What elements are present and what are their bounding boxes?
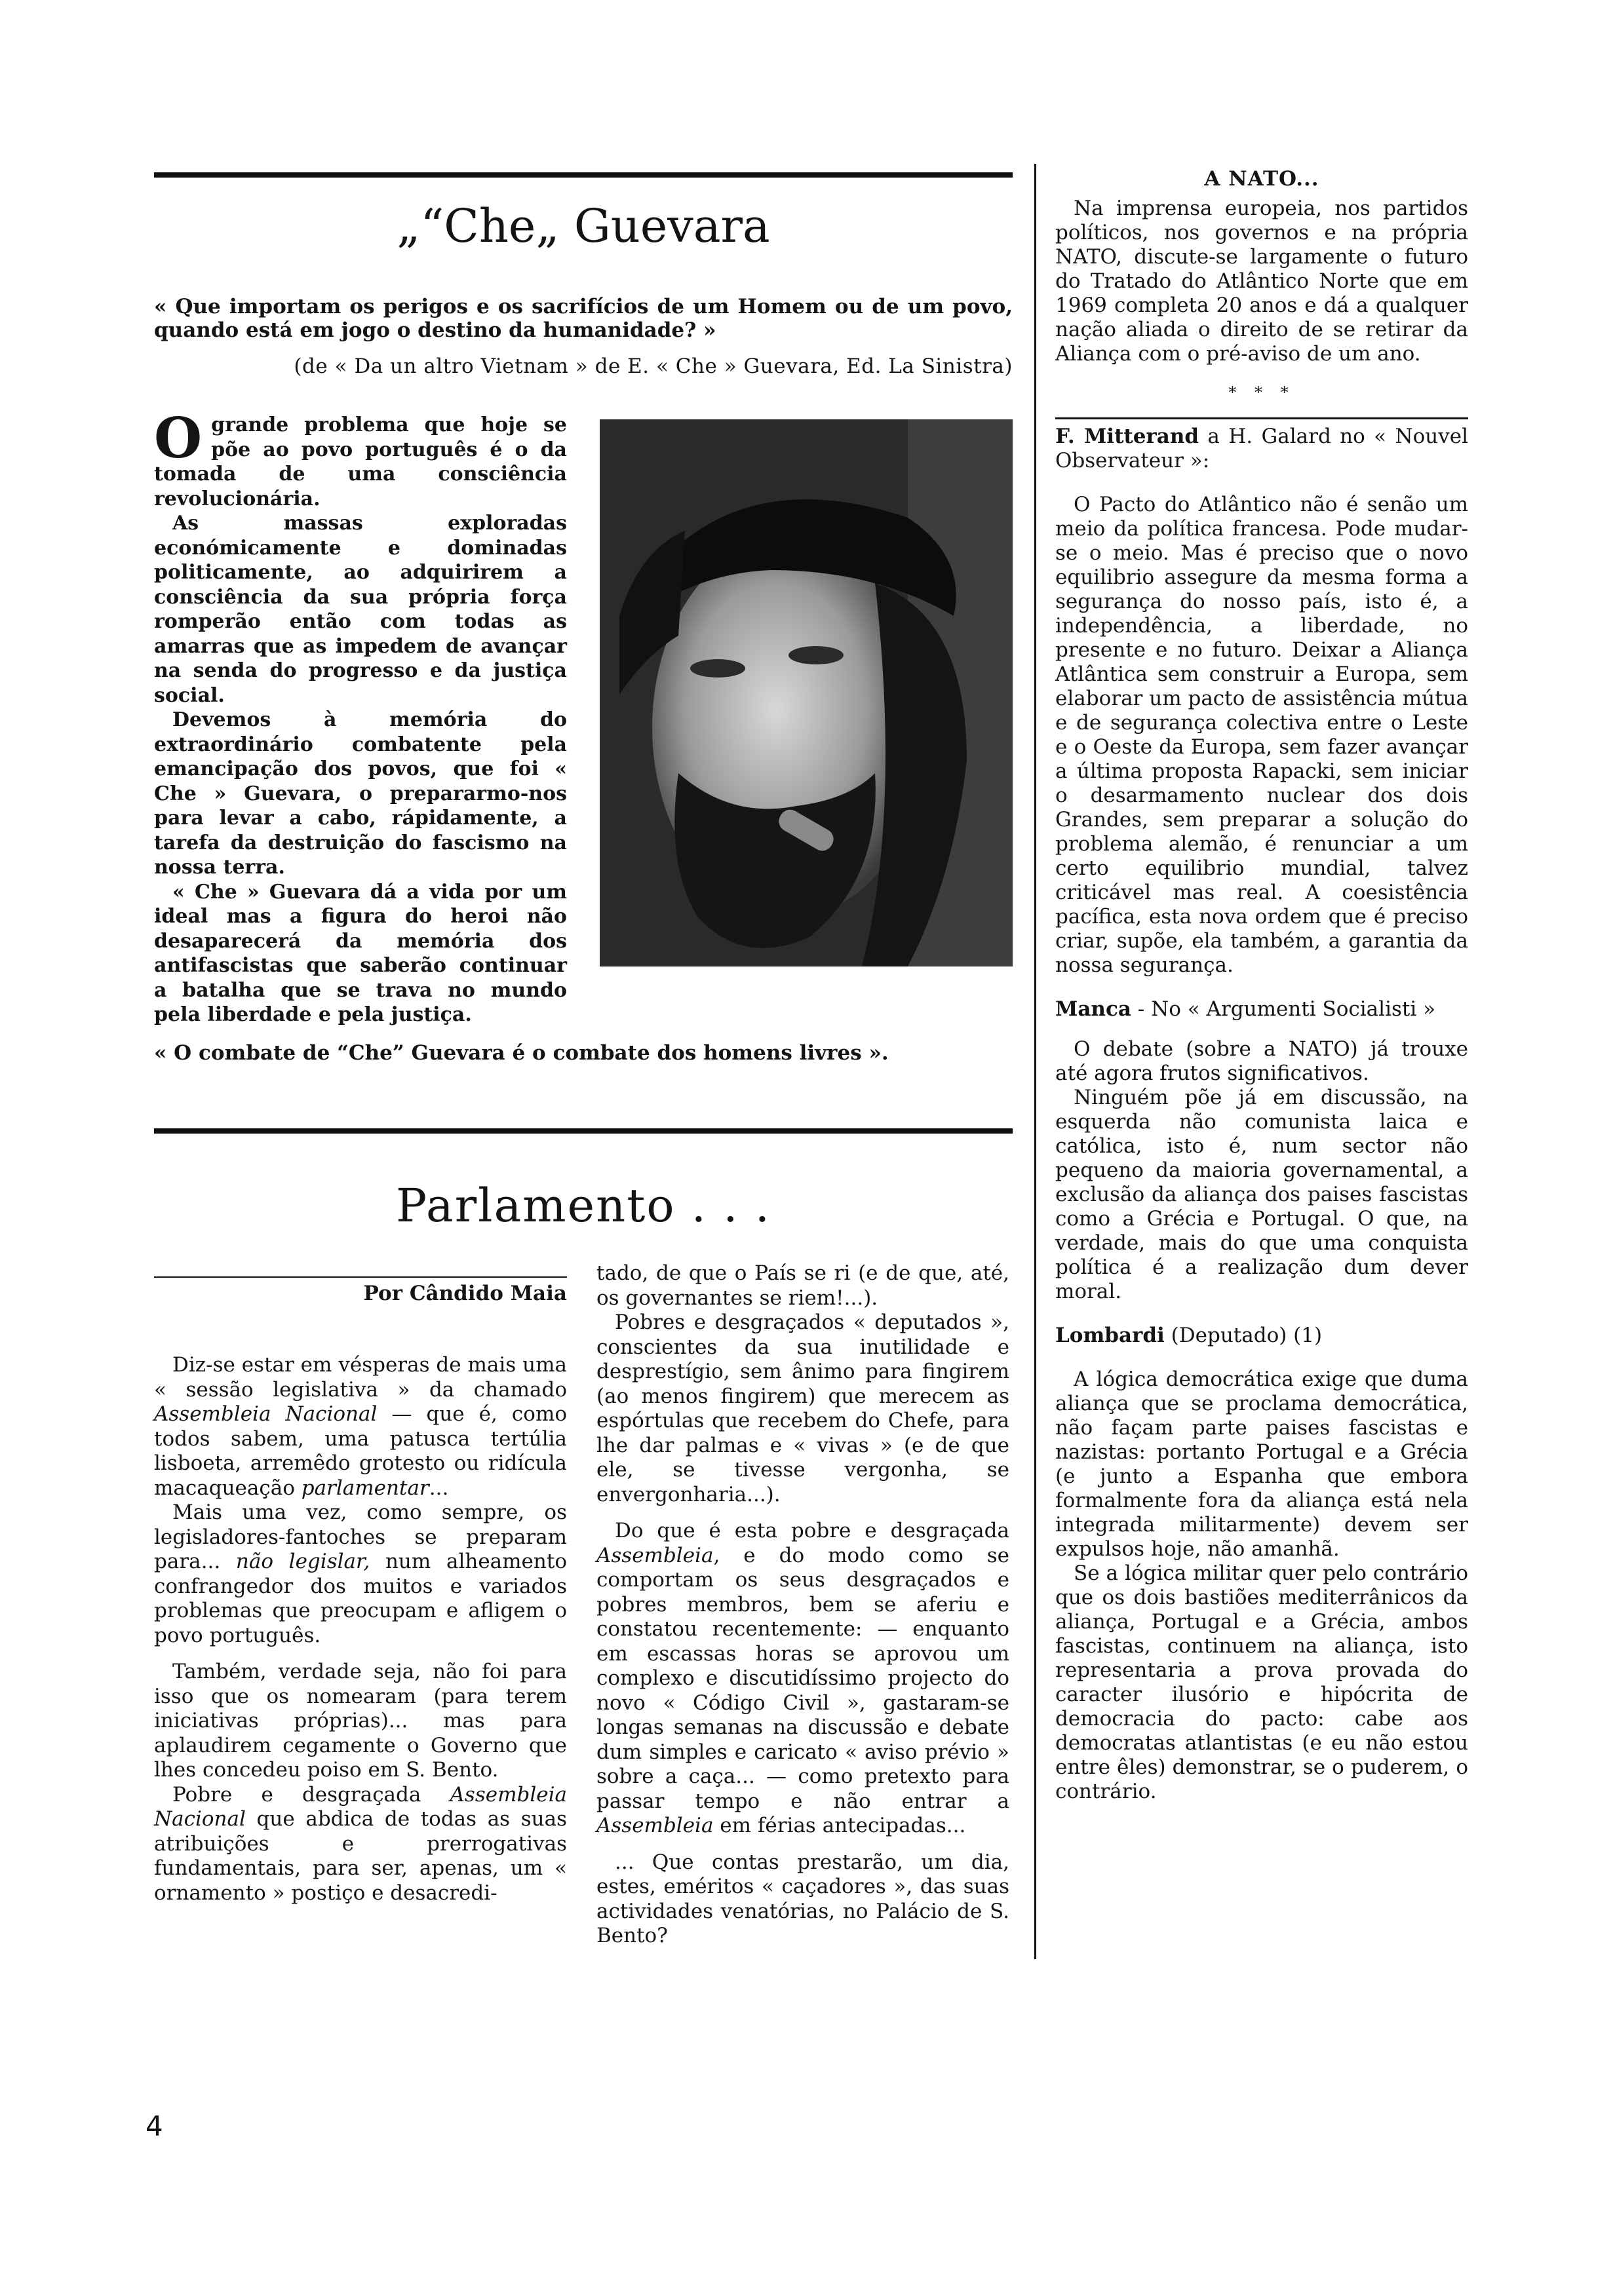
mitterand-quote: « O combate de “Che” Guevara é o combate dos homens livres ». [154, 1041, 889, 1065]
lombardi-heading: Lombardi (Deputado) (1) [1055, 1324, 1323, 1347]
mitterand-heading: F. Mitterand a H. Galard no « Nouvel Observateur »: [1055, 425, 1469, 472]
che-epigraph-quote: « Que importam os perigos e os sacrifícios de um Homem ou de um povo, quando está em jogo o destino da humanidade? » [154, 295, 1013, 342]
right-column [1055, 167, 1468, 1804]
manca-heading: Manca - No « Argumenti Socialisti » [1055, 997, 1436, 1021]
che-epigraph-source: (de « Da un altro Vietnam » de E. « Che » Guevara, Ed. La Sinistra) [294, 354, 1013, 378]
manca-paragraph: Ninguém põe já em discussão, na esquerda não comunista laica e católica, isto é, num sector não pequeno da maioria governamental, a exclusão da aliança dos paises fascistas como a Grécia e Portugal. O que, na verdade, mais do que uma conquista política é a realização dum dever moral. [1055, 1086, 1468, 1303]
parlamento-paragraph: tado, de que o País se ri (e de que, até, os governantes se riem!...). [596, 1261, 1009, 1310]
byline: Por Cândido Maia [363, 1282, 567, 1305]
page-number: 4 [146, 2110, 163, 2142]
drop-cap: O [154, 406, 203, 470]
portrait-illustration [600, 419, 1013, 966]
parlamento-paragraph: Diz-se estar em vésperas de mais uma « sessão legislativa » da chamado Assembleia Nacional — que é, como todos sabem, uma patusca tertúlia lisboeta, arremêdo grotesto ou ridícula macaqueação parlamentar... [154, 1353, 567, 1500]
parlamento-title: Parlamento . . . [396, 1179, 771, 1233]
parlamento-paragraph: Do que é esta pobre e desgraçada Assembleia, e do modo como se comportam os seus desgraçados e pobres membros, bem se aferiu e constatou recentemente: — enquanto em escassas horas se aprovou um complexo e discutidíssimo projecto do novo « Código Civil », gastaram-se longas semanas na discussão e debate dum simples e caricato « aviso prévio » sobre a caça... — como pretexto para passar tempo e não entrar a Assembleia em férias antecipadas... [596, 1519, 1009, 1837]
lombardi-paragraph: A lógica democrática exige que duma aliança que se proclama democrática, não façam parte paises fascistas e nazistas: portanto Portugal e a Grécia (e junto a Espanha que embora formalmente fora da aliança está nela integrada militarmente) devem ser expulsos hoje, não amanhã. [1055, 1368, 1468, 1561]
che-article-title: „“Che„ Guevara [397, 199, 770, 253]
parlamento-paragraph: Pobres e desgraçados « deputados », conscientes da sua inutilidade e desprestígio, sem ânimo para fingirem (ao menos fingirem) que merecem as espórtulas que recebem do Chefe, para lhe dar palmas e « vivas » (e de que ele, se tivesse vergonha, se envergonharia...). [596, 1311, 1009, 1506]
column-divider [1034, 164, 1036, 1959]
nato-heading: A NATO... [1204, 167, 1319, 191]
che-guevara-portrait-photo [600, 419, 1013, 966]
parlamento-paragraph: Também, verdade seja, não foi para isso que os nomearam (para terem iniciativas próprias)... mas para aplaudirem cegamente o Governo que lhes concedeu poiso em S. Bento. [154, 1660, 567, 1782]
manca-paragraph: O debate (sobre a NATO) já trouxe até agora frutos significativos. [1055, 1037, 1468, 1085]
parlamento-paragraph: Pobre e desgraçada Assembleia Nacional que abdica de todas as suas atribuições e prerrogativas fundamentais, para ser, apenas, um « ornamento » postiço e desacredi- [154, 1782, 567, 1905]
che-paragraph-2: As massas exploradas económicamente e dominadas politicamente, ao adquirirem a consciência da sua própria força romperão então com todas as amarras que as impedem de avançar na senda do progresso e da justiça social. [154, 512, 567, 707]
parlamento-column-1 [154, 1353, 567, 1905]
parlamento-column-2 [596, 1261, 1009, 1949]
lombardi-paragraph: Se a lógica militar quer pelo contrário que os dois bastiões mediterrânicos da aliança, Portugal e a Grécia, ambos fascistas, continuem na aliança, isto representaria a prova provada do caracter ilusório e hipócrita de democracia do pacto: cabe aos democratas atlantistas (e eu não estou entre êles) demonstrar, se o puderem, o contrário. [1055, 1561, 1468, 1803]
parlamento-paragraph: ... Que contas prestarão, um dia, estes, eméritos « caçadores », das suas actividades venatórias, no Palácio de S. Bento? [596, 1850, 1009, 1947]
che-paragraph-3: Devemos à memória do extraordinário combatente pela emancipação dos povos, que foi « Che » Guevara, o prepararmo-nos para levar a cabo, rápidamente, a tarefa da destruição do fascismo na nossa terra. [154, 708, 567, 879]
che-paragraph-4: « Che » Guevara dá a vida por um ideal mas a figura do heroi não desaparecerá da memória dos antifascistas que saberão continuar a batalha que se trava no mundo pela liberdade e pela justiça. [154, 880, 567, 1026]
mitterand-paragraph: O Pacto do Atlântico não é senão um meio da política francesa. Pode mudar-se o meio. Mas é preciso que o novo equilibrio assegure da mesma forma a segurança do nosso país, isto é, a independência, a liberdade, no presente e no futuro. Deixar a Aliança Atlântica sem construir a Europa, sem elaborar um pacto de assistência mútua e de segurança colectiva entre o Leste e o Oeste da Europa, sem fazer avançar a última proposta Rapacki, sem iniciar o desarmamento nuclear dos dois Grandes, sem preparar a solução do problema alemão, é renunciar a um certo equilibrio mundial, talvez criticável mas real. A coesistência pacífica, esta nova ordem que é preciso criar, supõe, ela também, a garantia da nossa segurança. [1055, 493, 1468, 977]
top-rule [154, 172, 1013, 178]
byline-rule [154, 1276, 567, 1278]
che-article-body [154, 406, 567, 1027]
section-separator-stars: * * * [1228, 383, 1295, 402]
nato-paragraph: Na imprensa europeia, nos partidos políticos, nos governos e na própria NATO, discute-se largamente o futuro do Tratado do Atlântico Norte que em 1969 completa 20 anos e dá a qualquer nação aliada o direito de se retirar da Aliança com o pré-aviso de um ano. [1055, 197, 1468, 366]
parlamento-paragraph: Mais uma vez, como sempre, os legisladores-fantoches se preparam para... não legislar, num alheamento confrangedor dos muitos e variados problemas que preocupam e afligem o povo português. [154, 1501, 567, 1647]
parlamento-top-rule [154, 1128, 1013, 1134]
che-paragraph-1: Ogrande problema que hoje se põe ao povo português é o da tomada de uma consciência revolucionária. [154, 406, 567, 510]
